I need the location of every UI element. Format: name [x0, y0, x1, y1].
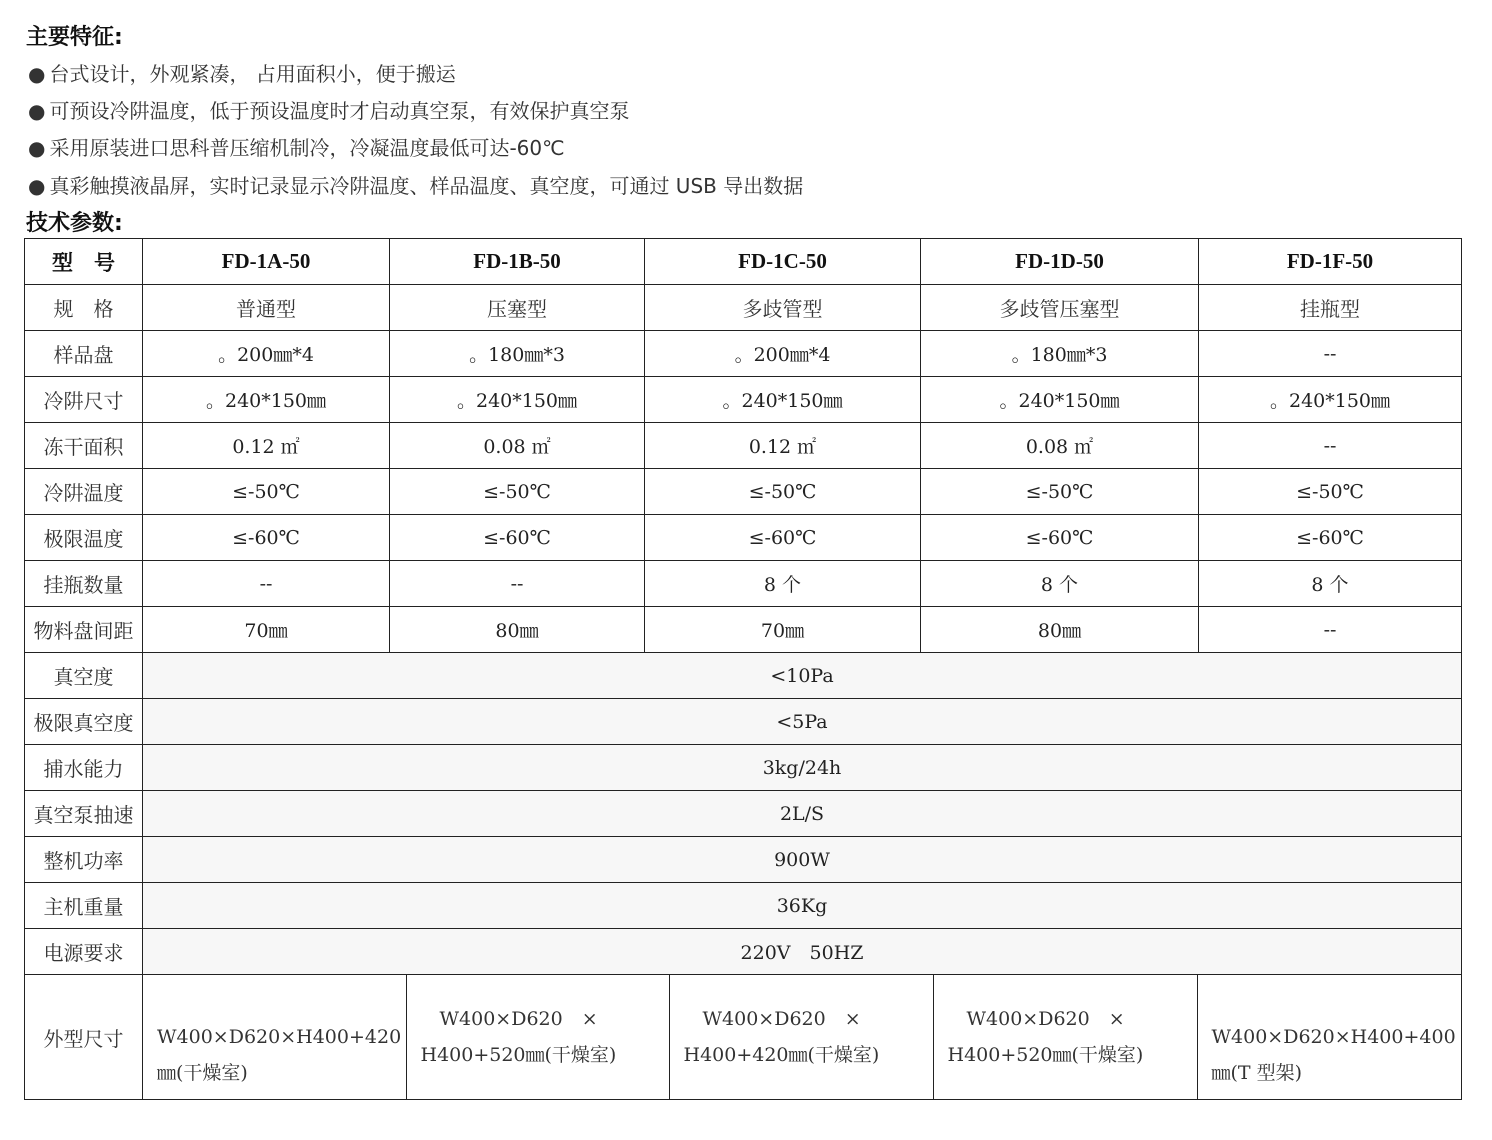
table-cell: ≤-50℃	[1199, 469, 1462, 515]
table-cell: 。240*150㎜	[645, 377, 921, 423]
table-cell: 。240*150㎜	[1199, 377, 1462, 423]
features-heading: 主要特征:	[26, 25, 123, 50]
table-cell: 0.12 ㎡	[143, 423, 390, 469]
model-name: FD-1A-50	[143, 239, 390, 285]
table-cell: 3kg/24h	[143, 745, 1462, 791]
row-label: 冷阱尺寸	[25, 377, 143, 423]
row-label: 整机功率	[25, 837, 143, 883]
row-label: 极限真空度	[25, 699, 143, 745]
table-cell: ≤-50℃	[645, 469, 921, 515]
table-cell: --	[1199, 423, 1462, 469]
table-cell: 。180㎜*3	[921, 331, 1199, 377]
table-cell: 压塞型	[390, 285, 645, 331]
table-cell: --	[390, 561, 645, 607]
table-row	[25, 791, 1462, 837]
row-label: 主机重量	[25, 883, 143, 929]
table-row	[25, 561, 1462, 607]
dimensions-cell-group	[143, 975, 1462, 1100]
table-row	[25, 837, 1462, 883]
table-cell: 8 个	[1199, 561, 1462, 607]
table-cell: ≤-60℃	[645, 515, 921, 561]
table-cell: 。200㎜*4	[645, 331, 921, 377]
row-label: 电源要求	[25, 929, 143, 975]
table-cell: ≤-60℃	[921, 515, 1199, 561]
table-row	[25, 745, 1462, 791]
table-header-row	[25, 239, 1462, 285]
table-cell: W400×D620 × H400+420㎜(干燥室)	[669, 975, 933, 1099]
feature-item	[28, 132, 565, 161]
table-cell: 0.12 ㎡	[645, 423, 921, 469]
table-row	[25, 607, 1462, 653]
feature-item	[28, 95, 629, 124]
table-cell: 70㎜	[645, 607, 921, 653]
table-cell: 。240*150㎜	[143, 377, 390, 423]
table-row	[25, 423, 1462, 469]
table-cell: 。240*150㎜	[921, 377, 1199, 423]
bullet-icon: ●	[28, 99, 46, 123]
spec-table	[24, 238, 1462, 1100]
row-label: 真空泵抽速	[25, 791, 143, 837]
table-cell: 2L/S	[143, 791, 1462, 837]
table-cell: ≤-50℃	[143, 469, 390, 515]
model-name: FD-1B-50	[390, 239, 645, 285]
table-cell: 。240*150㎜	[390, 377, 645, 423]
bullet-icon: ●	[28, 174, 46, 198]
table-cell: ≤-50℃	[921, 469, 1199, 515]
table-row	[25, 331, 1462, 377]
table-row-dimensions	[25, 975, 1462, 1100]
table-cell: 36Kg	[143, 883, 1462, 929]
table-cell: W400×D620×H400+420㎜(干燥室)	[157, 990, 402, 1084]
feature-text: 台式设计，外观紧凑， 占用面积小，便于搬运	[49, 62, 456, 86]
table-cell: --	[143, 561, 390, 607]
table-cell: W400×D620 × H400+520㎜(干燥室)	[933, 975, 1197, 1099]
table-cell: 220V 50HZ	[143, 929, 1462, 975]
table-row	[25, 883, 1462, 929]
table-cell: 挂瓶型	[1199, 285, 1462, 331]
table-cell: <10Pa	[143, 653, 1462, 699]
row-label: 物料盘间距	[25, 607, 143, 653]
row-label: 挂瓶数量	[25, 561, 143, 607]
feature-text: 可预设冷阱温度，低于预设温度时才启动真空泵，有效保护真空泵	[49, 99, 630, 123]
row-label: 冻干面积	[25, 423, 143, 469]
table-cell: <5Pa	[143, 699, 1462, 745]
table-cell: ≤-60℃	[390, 515, 645, 561]
table-row	[25, 699, 1462, 745]
table-cell: ≤-50℃	[390, 469, 645, 515]
table-row	[25, 285, 1462, 331]
header-label: 型 号	[25, 239, 143, 285]
bullet-icon: ●	[28, 62, 46, 86]
table-cell: 8 个	[645, 561, 921, 607]
table-cell: --	[1199, 331, 1462, 377]
feature-item	[28, 170, 803, 199]
table-cell: 0.08 ㎡	[390, 423, 645, 469]
feature-text: 真彩触摸液晶屏，实时记录显示冷阱温度、样品温度、真空度，可通过 USB 导出数据	[49, 174, 804, 198]
table-cell: 多歧管压塞型	[921, 285, 1199, 331]
table-cell: 。180㎜*3	[390, 331, 645, 377]
table-row	[25, 377, 1462, 423]
model-name: FD-1F-50	[1199, 239, 1462, 285]
table-cell: 80㎜	[921, 607, 1199, 653]
row-label: 样品盘	[25, 331, 143, 377]
specs-heading: 技术参数:	[26, 211, 123, 236]
row-label: 外型尺寸	[25, 975, 143, 1100]
bullet-icon: ●	[28, 136, 46, 160]
table-cell: W400×D620×H400+400㎜(T 型架)	[1197, 975, 1462, 1099]
table-cell: 70㎜	[143, 607, 390, 653]
row-label: 极限温度	[25, 515, 143, 561]
table-cell: 。200㎜*4	[143, 331, 390, 377]
table-row	[25, 469, 1462, 515]
table-cell: 普通型	[143, 285, 390, 331]
table-cell: 80㎜	[390, 607, 645, 653]
row-label: 规 格	[25, 285, 143, 331]
table-cell: 900W	[143, 837, 1462, 883]
row-label: 捕水能力	[25, 745, 143, 791]
model-name: FD-1D-50	[921, 239, 1199, 285]
table-cell: W400×D620 × H400+520㎜(干燥室)	[406, 975, 669, 1099]
table-cell: 多歧管型	[645, 285, 921, 331]
model-name: FD-1C-50	[645, 239, 921, 285]
table-row	[25, 929, 1462, 975]
feature-item	[28, 58, 456, 87]
feature-text: 采用原装进口思科普压缩机制冷，冷凝温度最低可达-60℃	[49, 136, 565, 160]
table-cell: ≤-60℃	[1199, 515, 1462, 561]
table-cell: 8 个	[921, 561, 1199, 607]
row-label: 冷阱温度	[25, 469, 143, 515]
table-cell: 0.08 ㎡	[921, 423, 1199, 469]
table-row	[25, 515, 1462, 561]
table-row	[25, 653, 1462, 699]
table-cell: --	[1199, 607, 1462, 653]
dimensions-inner-table	[143, 975, 1462, 1099]
row-label: 真空度	[25, 653, 143, 699]
table-cell: ≤-60℃	[143, 515, 390, 561]
